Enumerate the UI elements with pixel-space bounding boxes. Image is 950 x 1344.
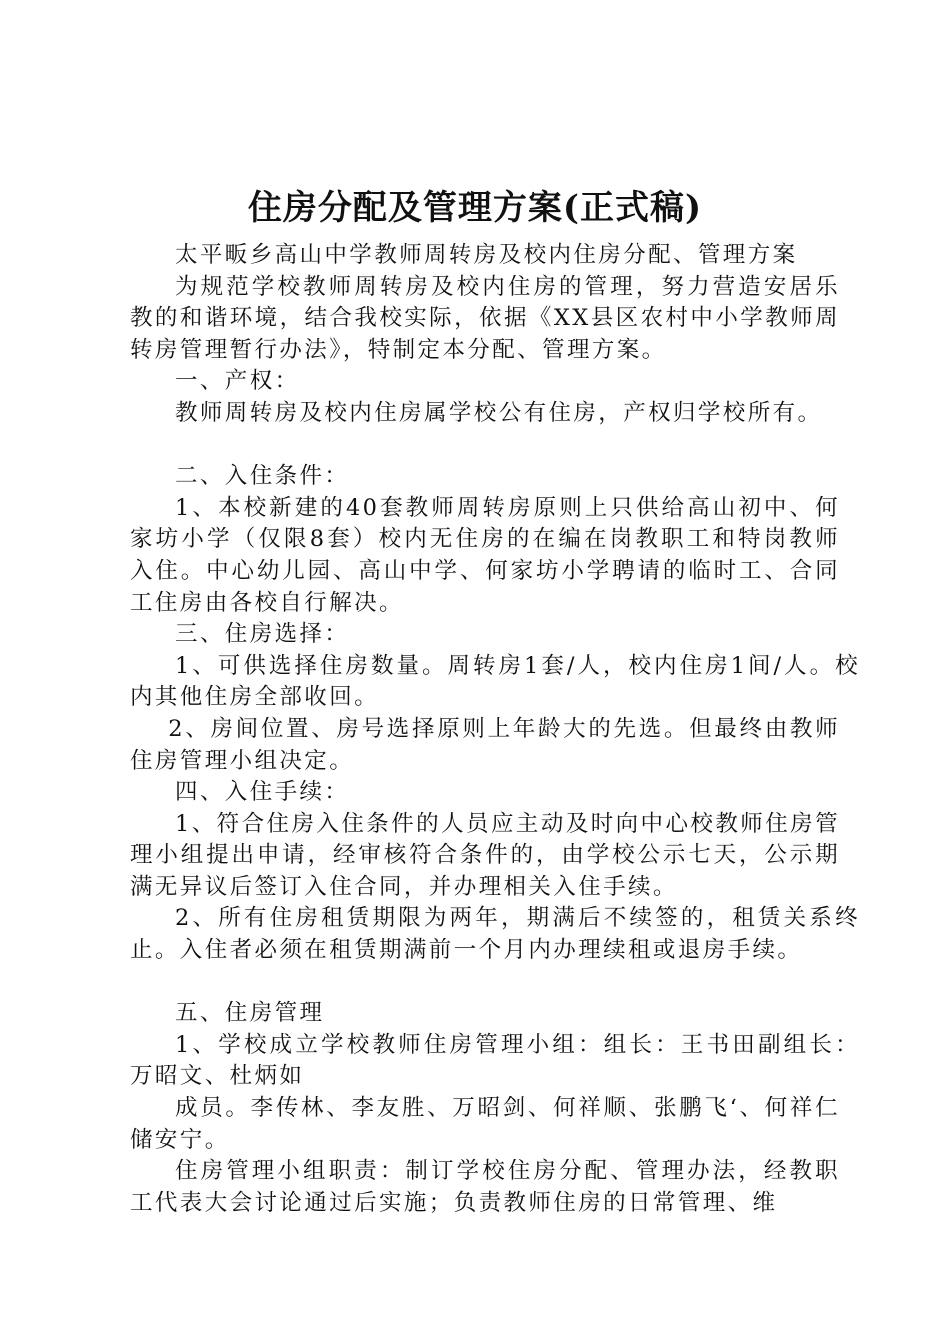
selection-item-2: 2、房间位置、房号选择原则上年龄大的先选。但最终由教师住房管理小组决定。 [130,715,840,774]
section-heading-selection: 三、住房选择： [175,621,350,648]
management-item-1: 1、学校成立学校教师住房管理小组：组长：王书田副组长：万昭文、杜炳如 [130,1031,860,1090]
conditions-item-1: 1、本校新建的40套教师周转房原则上只供给高山初中、何家坊小学（仅限8套）校内无住房的在编在岗教职工和特岗教师入住。中心幼儿园、高山中学、何家坊小学聘请的临时工、合同工住房由各校自行解决。 [130,494,840,616]
section-heading-procedures: 四、入住手续： [175,779,350,806]
section-heading-ownership: 一、产权： [175,368,300,395]
ownership-paragraph: 教师周转房及校内住房属学校公有住房，产权归学校所有。 [175,399,823,426]
blank-line [130,967,840,999]
procedures-item-1: 1、符合住房入住条件的人员应主动及时向中心校教师住房管理小组提出申请，经审核符合条件的，由学校公示七天，公示期满无异议后签订入住合同，并办理相关入住手续。 [130,810,840,900]
procedures-item-2: 2、所有住房租赁期限为两年，期满后不续签的，租赁关系终止。入住者必须在租赁期满前一个月内办理续租或退房手续。 [130,905,860,964]
section-heading-management: 五、住房管理 [175,1000,325,1027]
selection-item-1: 1、可供选择住房数量。周转房1套/人，校内住房1间/人。校内其他住房全部收回。 [130,652,860,711]
subtitle-paragraph: 太平畈乡高山中学教师周转房及校内住房分配、管理方案 [175,242,798,268]
document-body [130,240,860,1219]
blank-line [130,430,840,462]
section-heading-conditions: 二、入住条件： [175,463,350,490]
management-members: 成员。李传林、李友胜、万昭剑、何祥顺、张鹏飞‘、何祥仁储安宁。 [130,1095,840,1153]
intro-paragraph: 为规范学校教师周转房及校内住房的管理，努力营造安居乐教的和谐环境，结合我校实际，依据《XX县区农村中小学教师周转房管理暂行办法》，特制定本分配、管理方案。 [130,273,840,363]
management-duties: 住房管理小组职责：制订学校住房分配、管理办法，经教职工代表大会讨论通过后实施；负责教师住房的日常管理、维 [130,1158,840,1216]
document-title: 住房分配及管理方案(正式稿) [247,188,703,228]
